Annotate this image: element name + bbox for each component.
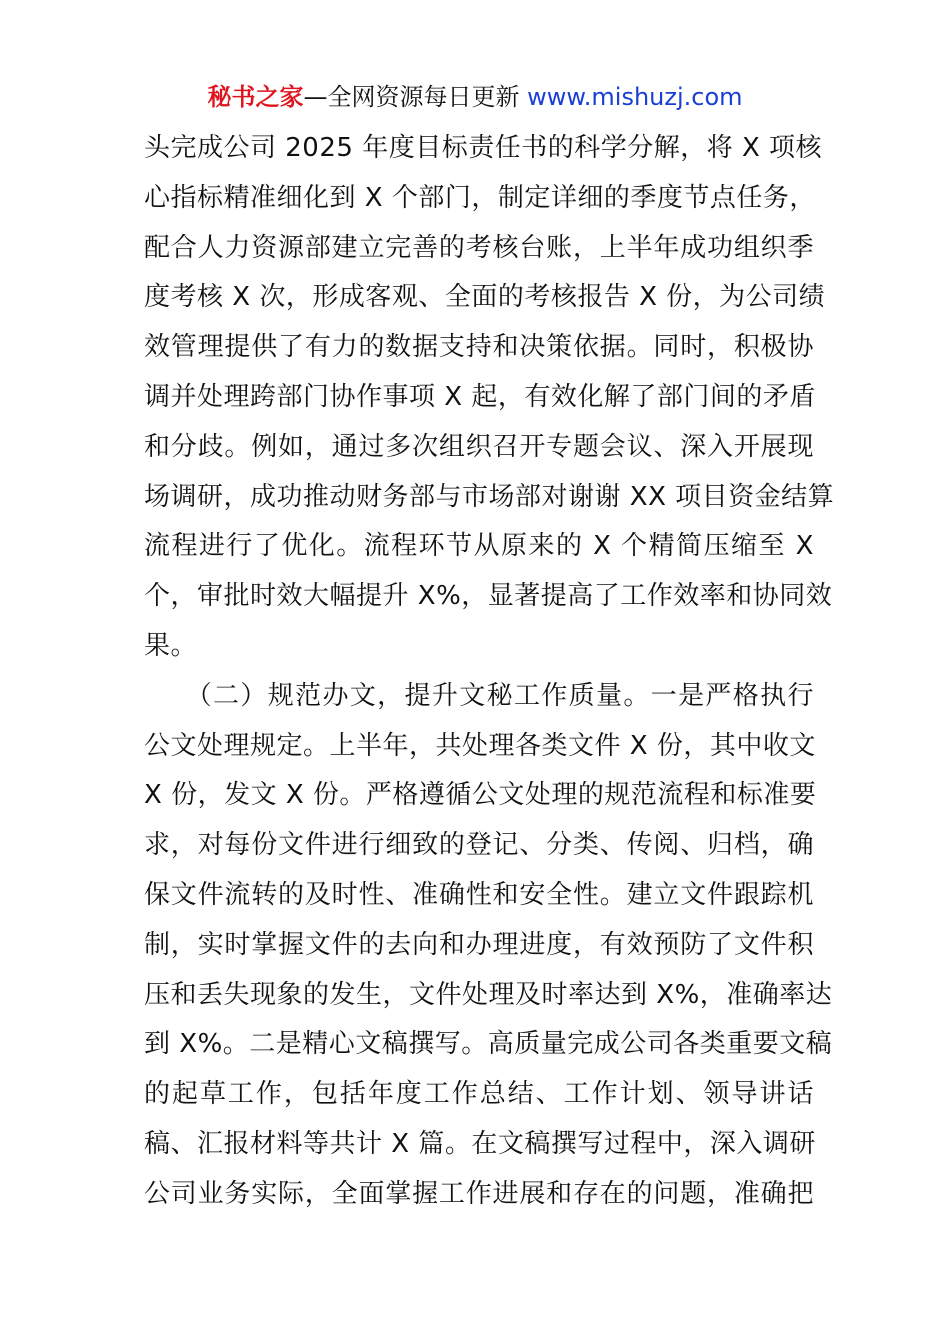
text-line: 和分歧。例如，通过多次组织召开专题会议、深入开展现 <box>144 431 814 462</box>
document-body <box>144 124 835 1220</box>
text-line: 调并处理跨部门协作事项 X 起，有效化解了部门间的矛盾 <box>144 381 816 412</box>
site-tagline: —全网资源每日更新 <box>303 83 520 111</box>
site-brand: 秘书之家 <box>207 83 304 111</box>
text-line: 压和丢失现象的发生，文件处理及时率达到 X%，准确率达 <box>144 979 833 1010</box>
text-line: 稿、汇报材料等共计 X 篇。在文稿撰写过程中，深入调研 <box>144 1128 816 1159</box>
site-url[interactable]: www.mishuzj.com <box>519 83 743 111</box>
text-line: 制，实时掌握文件的去向和办理进度，有效预防了文件积 <box>144 929 814 960</box>
text-line: 度考核 X 次，形成客观、全面的考核报告 X 份，为公司绩 <box>144 282 826 313</box>
text-line: 的起草工作，包括年度工作总结、工作计划、领导讲话 <box>144 1079 814 1110</box>
text-line: X 份，发文 X 份。严格遵循公文处理的规范流程和标准要 <box>144 780 817 811</box>
text-line: 效管理提供了有力的数据支持和决策依据。同时，积极协 <box>144 332 814 363</box>
text-line: 心指标精准细化到 X 个部门，制定详细的季度节点任务， <box>144 182 816 213</box>
text-line: 公司业务实际，全面掌握工作进展和存在的问题，准确把 <box>144 1178 814 1209</box>
site-header <box>0 80 950 114</box>
text-line: 果。 <box>144 630 198 661</box>
text-line: 个，审批时效大幅提升 X%，显著提高了工作效率和协同效 <box>144 581 833 612</box>
text-line: 头完成公司 2025 年度目标责任书的科学分解，将 X 项核 <box>144 133 823 163</box>
text-line: 配合人力资源部建立完善的考核台账，上半年成功组织季 <box>144 232 814 263</box>
text-line: 场调研，成功推动财务部与市场部对谢谢 XX 项目资金结算 <box>144 481 835 512</box>
section-heading-line: （二）规范办文，提升文秘工作质量。一是严格执行 <box>144 680 814 711</box>
text-line: 流程进行了优化。流程环节从原来的 X 个精简压缩至 X <box>144 531 814 562</box>
text-line: 公文处理规定。上半年，共处理各类文件 X 份，其中收文 <box>144 730 816 761</box>
text-line: 保文件流转的及时性、准确性和安全性。建立文件跟踪机 <box>144 879 814 910</box>
text-line: 到 X%。二是精心文稿撰写。高质量完成公司各类重要文稿 <box>144 1029 833 1060</box>
text-line: 求，对每份文件进行细致的登记、分类、传阅、归档，确 <box>144 830 814 861</box>
